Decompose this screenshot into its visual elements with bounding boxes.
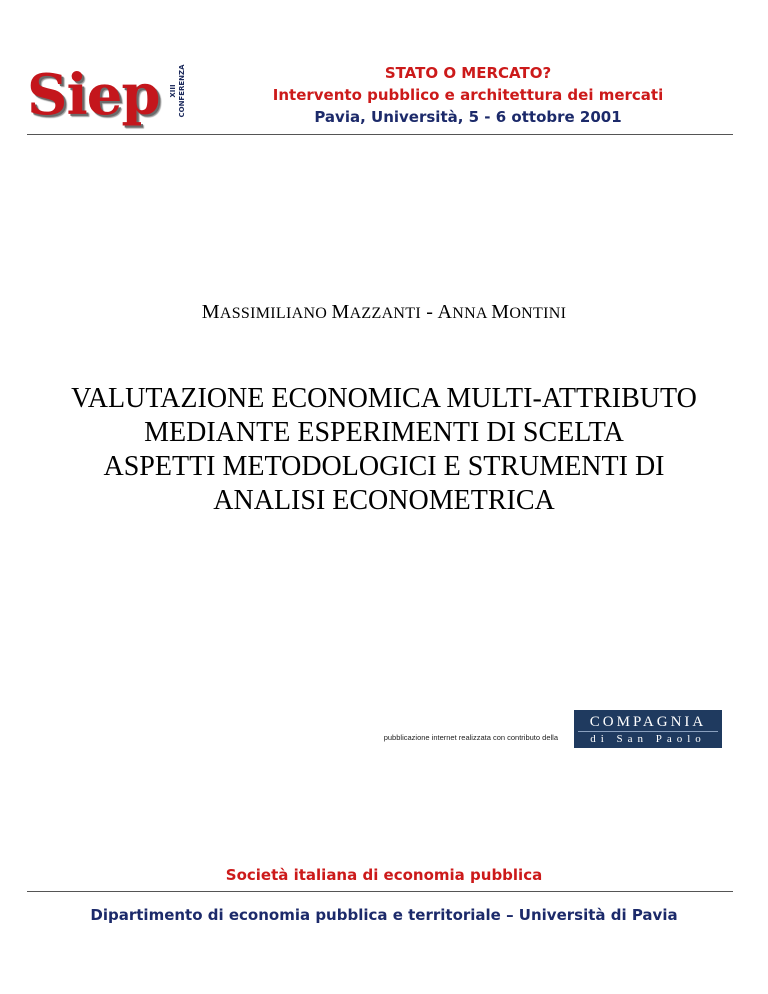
conference-place-date: Pavia, Università, 5 - 6 ottobre 2001 — [314, 108, 622, 126]
paper-title-line: MEDIANTE ESPERIMENTI DI SCELTA — [144, 417, 624, 448]
author2-first-rest: NNA — [452, 305, 487, 322]
author2-first-initial: A — [437, 301, 453, 323]
conference-subtitle: Intervento pubblico e architettura dei mercati — [272, 86, 664, 104]
authors-line — [0, 300, 768, 326]
author2-last-rest: ONTINI — [509, 305, 567, 322]
society-name: Società italiana di economia pubblica — [225, 866, 543, 884]
sponsor-logo-line1: COMPAGNIA — [589, 714, 707, 730]
conference-title-block — [228, 62, 708, 128]
author1-last-initial: M — [331, 301, 350, 323]
paper-title-line: VALUTAZIONE ECONOMICA MULTI-ATTRIBUTO — [71, 383, 697, 414]
siep-logo — [27, 62, 160, 128]
header-divider — [27, 134, 733, 135]
paper-title-line: ANALISI ECONOMETRICA — [213, 485, 555, 516]
author-separator: - — [421, 301, 438, 323]
paper-title-line: ASPETTI METODOLOGICI E STRUMENTI DI — [103, 451, 665, 482]
conference-vertical-label — [161, 56, 195, 126]
department-name: Dipartimento di economia pubblica e territoriale – Università di Pavia — [90, 906, 678, 924]
conference-number: XIII — [169, 84, 177, 98]
document-header — [0, 0, 768, 134]
paper-title — [20, 382, 748, 518]
conference-title: STATO O MERCATO? — [384, 64, 552, 82]
footer-divider — [27, 891, 733, 892]
compagnia-san-paolo-logo — [574, 710, 722, 748]
author1-first-initial: M — [201, 301, 220, 323]
author1-last-rest: AZZANTI — [349, 305, 421, 322]
sponsor-note: pubblicazione internet realizzata con contributo della — [383, 733, 558, 742]
conference-word: CONFERENZA — [178, 64, 186, 118]
sponsor-logo-line2: di San Paolo — [590, 733, 706, 745]
author2-last-initial: M — [491, 301, 510, 323]
siep-logo-text: Siep — [27, 62, 160, 128]
author1-first-rest: ASSIMILIANO — [219, 305, 328, 322]
